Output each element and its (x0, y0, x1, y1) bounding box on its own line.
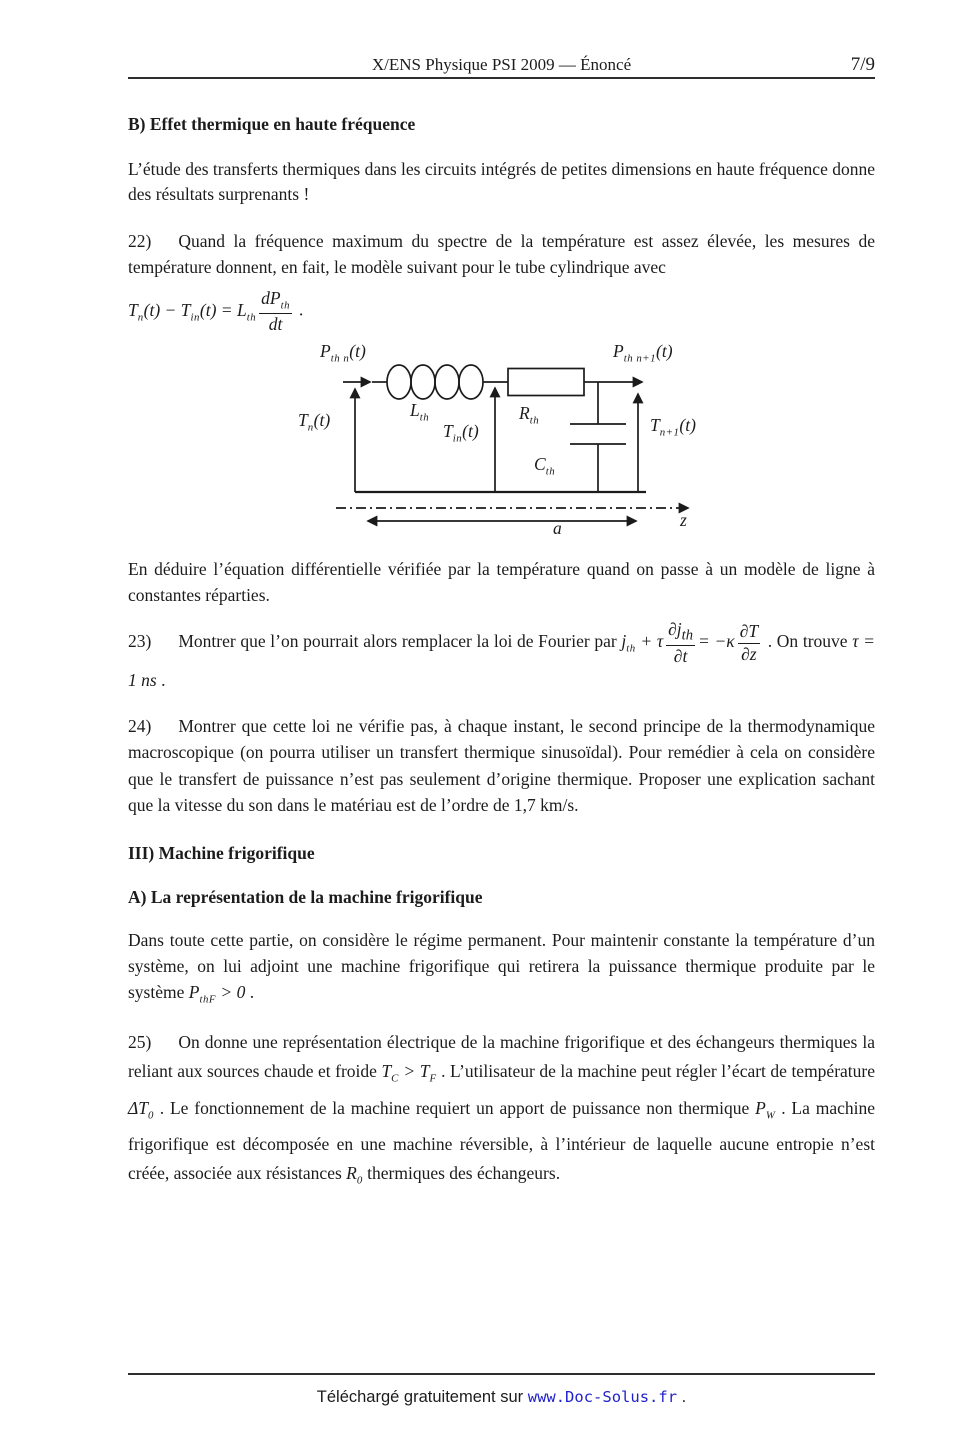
inline-math: $T_n(t) - T_{in}(t) = L_{th}$ (128, 299, 257, 324)
inline-math: $j_{th} + \tau$ (621, 631, 664, 655)
deduire-paragraph: En déduire l’équation différentielle vérifiée par la température quand on passe à un modèle de ligne à constantes réparties. (128, 559, 875, 606)
circuit-drawing (298, 344, 730, 548)
equation-22: $T_n(t) - T_{in}(t) = L_{th}$ $\frac{dP_{th}}{dt}$ . (128, 288, 304, 334)
machine-intro-paragraph: Dans toute cette partie, on considère le régime permanent. Pour maintenir constante la température d’un système, on lui adjoint une machine frigorifique qui retirera la puissance thermique produite par le système $P_{thF} > 0$ . (128, 929, 875, 1006)
fraction: $\frac{dP_{th}}{dt}$ (261, 288, 291, 334)
question-23-number: 23) (128, 631, 152, 652)
section-iii-heading: III) Machine frigorifique (128, 842, 315, 863)
inline-math: $T_C > T_F$ (381, 1061, 437, 1085)
question-22-number: 22) (128, 231, 152, 251)
question-24-paragraph (128, 713, 875, 819)
page-number: 7/9 (850, 54, 875, 75)
inline-math: = −κ (697, 631, 735, 652)
question-22-paragraph (128, 228, 875, 280)
section-a-heading: A) La représentation de la machine frigorifique (128, 886, 483, 907)
inductor-coil (387, 365, 483, 399)
page-footer (128, 1373, 875, 1407)
label-cell-length: a (553, 518, 562, 539)
question-23-text: Montrer que l’on pourrait alors remplacer la loi de Fourier par $j_{th} + \tau$ $\frac{\partial j_{th}}{\partial t}$ = −κ $\frac{\partial T}{\partial z}$ . On trouve τ = 1 ns . (128, 619, 875, 690)
label-z-axis: z (680, 510, 687, 531)
header-title: X/ENS Physique PSI 2009 — Énoncé (371, 55, 632, 74)
label-inductor: $L_{th}$ (410, 400, 430, 424)
label-temperature-n1: $T_{n+1}(t)$ (650, 415, 696, 439)
footer-text: Téléchargé gratuitement sur (316, 1388, 528, 1406)
footer-link[interactable]: www.Doc-Solus.fr (527, 1388, 678, 1406)
fraction: $\frac{\partial j_{th}}{\partial t}$ (668, 619, 693, 667)
inline-math: τ = 1 ns (128, 631, 875, 690)
inline-math: $P_{thF} > 0$ (188, 981, 246, 1006)
label-power-in: $P_{th n}(t)$ (320, 341, 366, 365)
inline-math: $\Delta T_0$ (128, 1097, 154, 1122)
page-header (128, 0, 875, 79)
question-25-paragraph (128, 1028, 875, 1196)
question-24-text: Montrer que cette loi ne vérifie pas, à chaque instant, le second principe de la thermodynamique macroscopique (on pourra utiliser un transfert thermique sinusoïdal). Pour remédier à cela on considère que le transfert de puissance n’est pas seulement d’origine thermique. Proposer une explication sachant que la vitesse du son dans le matériau est de l’ordre de 1,7 km/s. (128, 715, 875, 816)
question-24-number: 24) (128, 715, 152, 736)
label-power-out: $P_{th n+1}(t)$ (613, 341, 673, 365)
question-25-text: On donne une représentation électrique de la machine frigorifique et des échangeurs thermiques la reliant aux sources chaude et froide $T_C > T_F$ . L’utilisateur de la machine peut régler l’écart de température $\Delta T_0$ . Le fonctionnement de la machine requiert un apport de puissance non thermique $P_W$ . La machine frigorifique est décomposée en une machine réversible, à l’intérieur de laquelle aucune entropie n’est créée, associée aux résistances $R_0$ thermiques des échangeurs. (128, 1032, 876, 1187)
inline-math: $R_0$ (346, 1163, 363, 1187)
inline-math: $P_W$ (755, 1097, 776, 1122)
fraction: $\frac{\partial T}{\partial z}$ (739, 621, 759, 664)
label-temperature-n: $T_n(t)$ (298, 410, 331, 434)
label-temperature-in: $T_{in}(t)$ (443, 421, 479, 445)
thermal-line-circuit-diagram (298, 341, 730, 548)
capacitor-plates (570, 382, 626, 492)
question-23-paragraph (128, 620, 875, 692)
label-resistor: $R_{th}$ (519, 403, 540, 427)
resistor-box (508, 369, 584, 396)
intro-paragraph: L’étude des transferts thermiques dans les circuits intégrés de petites dimensions en haute fréquence donne des résultats surprenants ! (128, 159, 875, 204)
footer-suffix: . (677, 1388, 687, 1406)
label-capacitor: $C_{th}$ (534, 454, 556, 478)
section-b-heading: B) Effet thermique en haute fréquence (128, 114, 416, 134)
question-25-number: 25) (128, 1032, 152, 1053)
question-22-text: Quand la fréquence maximum du spectre de la température est assez élevée, les mesures de température donnent, en fait, le modèle suivant pour le tube cylindrique avec (128, 231, 875, 277)
